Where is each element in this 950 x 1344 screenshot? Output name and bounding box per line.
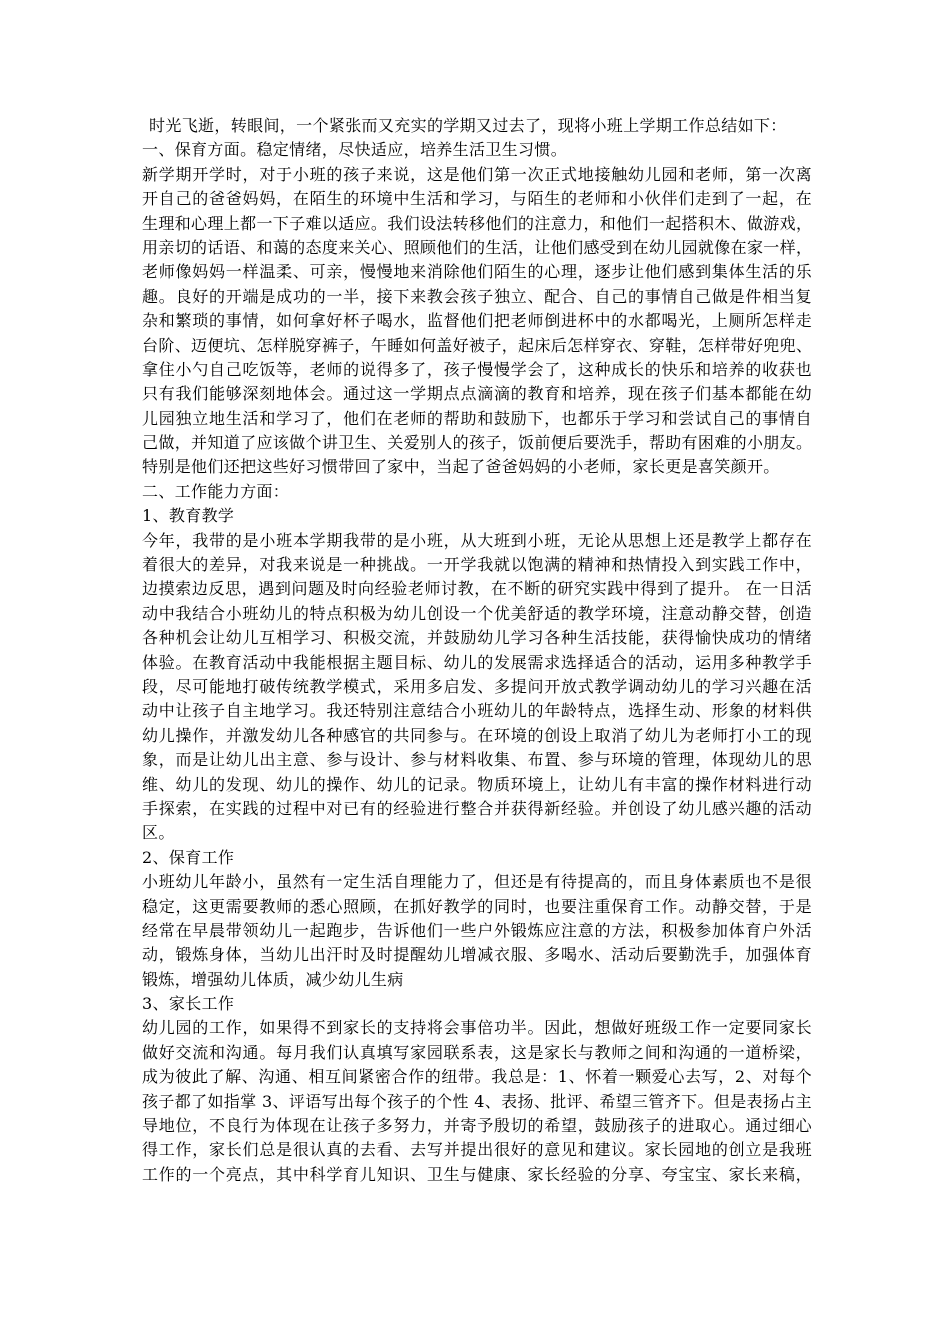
text-line-40: 成为彼此了解、沟通、相互间紧密合作的纽带。我总是：1、怀着一颗爱心去写，2、对每个 bbox=[142, 1067, 812, 1087]
text-line-33: 稳定，这更需要教师的悉心照顾，在抓好教学的同时，也要注重保育工作。动静交替，于是 bbox=[142, 896, 812, 916]
text-line-43: 得工作，家长们总是很认真的去看、去写并提出很好的意见和建议。家长园地的创立是我班 bbox=[142, 1140, 812, 1160]
text-line-4: 开自己的爸爸妈妈，在陌生的环境中生活和学习，与陌生的老师和小伙伴们走到了一起，在 bbox=[142, 189, 812, 209]
text-line-22: 各种机会让幼儿互相学习、积极交流，并鼓励幼儿学习各种生活技能，获得愉快成功的情绪 bbox=[142, 628, 812, 648]
text-line-3: 新学期开学时，对于小班的孩子来说，这是他们第一次正式地接触幼儿园和老师，第一次离 bbox=[142, 164, 812, 184]
text-line-44: 工作的一个亮点，其中科学育儿知识、卫生与健康、家长经验的分享、夸宝宝、家长来稿， bbox=[142, 1164, 812, 1184]
text-line-21: 动中我结合小班幼儿的特点积极为幼儿创设一个优美舒适的教学环境，注意动静交替，创造 bbox=[142, 603, 812, 623]
text-line-15: 特别是他们还把这些好习惯带回了家中，当起了爸爸妈妈的小老师，家长更是喜笑颜开。 bbox=[142, 457, 780, 477]
text-line-25: 动中让孩子自主地学习。我还特别注意结合小班幼儿的年龄特点，选择生动、形象的材料供 bbox=[142, 701, 812, 721]
section-heading-2: 二、工作能力方面： bbox=[142, 481, 290, 501]
text-line-10: 台阶、迈便坑、怎样脱穿裤子，午睡如何盖好被子，起床后怎样穿衣、穿鞋，怎样带好兜兜、 bbox=[142, 335, 813, 355]
text-line-20: 边摸索边反思，遇到问题及时向经验老师讨教，在不断的研究实践中得到了提升。 在一日活 bbox=[142, 579, 812, 599]
text-line-39: 做好交流和沟通。每月我们认真填写家园联系表，这是家长与教师之间和沟通的一道桥梁， bbox=[142, 1042, 812, 1062]
text-line-1: 时光飞逝，转眼间，一个紧张而又充实的学期又过去了，现将小班上学期工作总结如下： bbox=[149, 116, 787, 135]
text-line-6: 用亲切的话语、和蔼的态度来关心、照顾他们的生活，让他们感受到在幼儿园就像在家一样， bbox=[142, 237, 813, 257]
text-line-26: 幼儿操作，并激发幼儿各种感官的共同参与。在环境的创设上取消了幼儿为老师打小工的现 bbox=[142, 725, 812, 745]
text-line-41: 孩子都了如指掌 3、评语写出每个孩子的个性 4、表扬、批评、希望三管齐下。但是表扬占主 bbox=[142, 1091, 812, 1111]
text-line-14: 己做，并知道了应该做个讲卫生、关爱别人的孩子，饭前便后要洗手，帮助有困难的小朋友。 bbox=[142, 433, 813, 453]
text-line-28: 维、幼儿的发现、幼儿的操作、幼儿的记录。物质环境上，让幼儿有丰富的操作材料进行动 bbox=[142, 774, 812, 794]
text-line-36: 锻炼，增强幼儿体质，减少幼儿生病 bbox=[142, 969, 404, 989]
text-line-5: 生理和心理上都一下子难以适应。我们设法转移他们的注意力，和他们一起搭积木、做游戏， bbox=[142, 213, 813, 233]
text-line-8: 趣。良好的开端是成功的一半，接下来教会孩子独立、配合、自己的事情自己做是件相当复 bbox=[142, 286, 812, 306]
text-line-35: 动，锻炼身体，当幼儿出汗时及时提醒幼儿增减衣服、多喝水、活动后要勤洗手，加强体育 bbox=[142, 945, 812, 965]
text-line-34: 经常在早晨带领幼儿一起跑步，告诉他们一些户外锻炼应注意的方法，积极参加体育户外活 bbox=[142, 920, 812, 940]
text-line-11: 拿住小勺自己吃饭等，老师的说得多了，孩子慢慢学会了，这种成长的快乐和培养的收获也 bbox=[142, 359, 812, 379]
text-line-38: 幼儿园的工作，如果得不到家长的支持将会事倍功半。因此，想做好班级工作一定要同家长 bbox=[142, 1018, 812, 1038]
subsection-heading-2: 2、保育工作 bbox=[142, 847, 235, 867]
text-line-9: 杂和繁琐的事情，如何拿好杯子喝水，监督他们把老师倒进杯中的水都喝光，上厕所怎样走 bbox=[142, 311, 812, 331]
text-line-32: 小班幼儿年龄小，虽然有一定生活自理能力了，但还是有待提高的，而且身体素质也不是很 bbox=[142, 872, 812, 892]
text-line-27: 象，而是让幼儿出主意、参与设计、参与材料收集、布置、参与环境的管理，体现幼儿的思 bbox=[142, 750, 812, 770]
section-heading-1: 一、保育方面。稳定情绪，尽快适应，培养生活卫生习惯。 bbox=[142, 140, 568, 160]
text-line-29: 手探索，在实践的过程中对已有的经验进行整合并获得新经验。并创设了幼儿感兴趣的活动 bbox=[142, 798, 812, 818]
document-page bbox=[142, 114, 812, 1187]
subsection-heading-1: 1、教育教学 bbox=[142, 506, 235, 526]
text-line-19: 着很大的差异，对我来说是一种挑战。一开学我就以饱满的精神和热情投入到实践工作中， bbox=[142, 555, 812, 575]
text-line-7: 老师像妈妈一样温柔、可亲，慢慢地来消除他们陌生的心理，逐步让他们感到集体生活的乐 bbox=[142, 262, 812, 282]
text-line-24: 段，尽可能地打破传统教学模式，采用多启发、多提问开放式教学调动幼儿的学习兴趣在活 bbox=[142, 676, 812, 696]
text-line-18: 今年，我带的是小班本学期我带的是小班，从大班到小班，无论从思想上还是教学上都存在 bbox=[142, 530, 812, 550]
text-line-23: 体验。在教育活动中我能根据主题目标、幼儿的发展需求选择适合的活动，运用多种教学手 bbox=[142, 652, 812, 672]
text-line-30: 区。 bbox=[142, 823, 175, 843]
text-line-12: 只有我们能够深刻地体会。通过这一学期点点滴滴的教育和培养，现在孩子们基本都能在幼 bbox=[142, 384, 812, 404]
text-line-42: 导地位，不良行为体现在让孩子多努力，并寄予殷切的希望，鼓励孩子的进取心。通过细心 bbox=[142, 1116, 812, 1136]
subsection-heading-3: 3、家长工作 bbox=[142, 994, 235, 1014]
text-line-13: 儿园独立地生活和学习了，他们在老师的帮助和鼓励下，也都乐于学习和尝试自己的事情自 bbox=[142, 408, 812, 428]
